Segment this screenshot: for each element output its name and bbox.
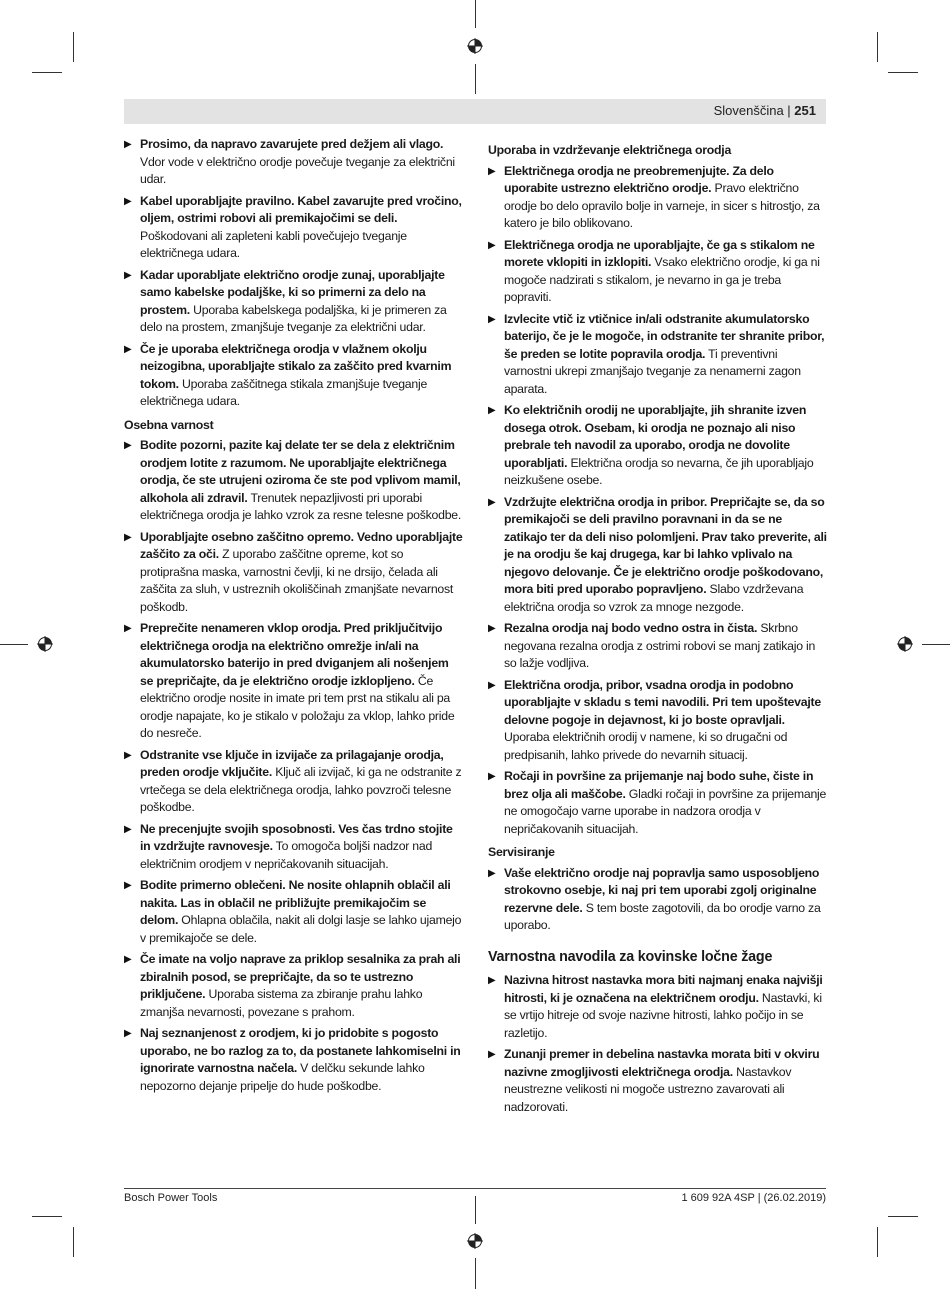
item-bold-text: Naj seznanjenost z orodjem, ki jo pridobite s pogosto uporabo, ne bo razlog za to, da postanete lahkomiselni in ignorirate varnostna načela. [140, 1026, 461, 1075]
item-body-text: V delčku sekunde lahko nepozorno dejanje pripelje do hude poškodbe. [140, 1061, 425, 1093]
item-bold-text: Električnega orodja ne preobremenjujte. Za delo uporabite ustrezno električno orodje. [504, 163, 774, 195]
arrow-right-icon: ▶ [488, 405, 496, 416]
list-item [488, 865, 828, 935]
arrow-right-icon: ▶ [124, 623, 132, 634]
item-bold-text: Električna orodja, pribor, vsadna orodja in podobno uporabljajte v skladu s temi navodili. Pri tem upoštevajte delovne pogoje in dejavnost, ki jo boste opravljali. [504, 677, 821, 727]
arrow-right-icon: ▶ [488, 165, 496, 177]
list-item [124, 136, 464, 189]
item-body-text: Uporaba zaščitnega stikala zmanjšuje tveganje električnega udara. [140, 376, 428, 408]
arrow-right-icon: ▶ [488, 975, 496, 986]
crop-mark [888, 72, 918, 73]
crop-mark [475, 64, 476, 94]
item-body-text: Ključ ali izvijač, ki ga ne odstranite z vrtečega se dela električnega orodja, lahko povzroči telesne poškodbe. [140, 765, 462, 814]
item-body-text: Vdor vode v električno orodje povečuje tveganje za električni udar. [140, 154, 455, 186]
list-item [124, 341, 464, 411]
crop-mark [922, 644, 950, 645]
item-bold-text: Če je uporaba električnega orodja v vlažnem okolju neizogibna, uporabljajte stikalo za zaščito pred kvarnim tokom. [140, 341, 452, 391]
arrow-right-icon: ▶ [488, 496, 496, 508]
item-bold-text: Prosimo, da napravo zavarujete pred dežjem ali vlago. [140, 137, 444, 151]
item-body-text: Z uporabo zaščitne opreme, kot so protiprašna maska, varnostni čevlji, ki ne drsijo, čelada ali zaščita za sluh, v ustreznih okoliščinah zmanjšate nevarnost poškodb. [140, 547, 454, 614]
item-bold-text: Kabel uporabljajte pravilno. Kabel zavarujte pred vročino, oljem, ostrimi robovi ali premikajočimi se deli. [140, 193, 462, 225]
item-body-text: Uporaba električnih orodij v namene, ki so drugačni od predpisanih, lahko privede do nevarnih situacij. [504, 730, 788, 762]
item-bold-text: Ko električnih orodij ne uporabljajte, jih shranite izven dosega otrok. Osebam, ki orodja ne poznajo ali niso prebrale teh navodil za uporabo, orodja ne dovolite uporabljati. [504, 403, 807, 470]
footer-brand: Bosch Power Tools [124, 1192, 218, 1204]
item-bold-text: Nazivna hitrost nastavka mora biti najmanj enaka najvišji hitrosti, ki je označena na električnem orodju. [504, 973, 823, 1005]
list-item [124, 620, 464, 743]
item-body-text: Ohlapna oblačila, nakit ali dolgi lasje se lahko ujamejo v premikajoče se dele. [140, 913, 462, 945]
right-column [488, 136, 828, 1120]
item-bold-text: Bodite primerno oblečeni. Ne nosite ohlapnih oblačil ali nakita. Las in oblačil ne približujte premikajočim se delom. [140, 878, 451, 927]
arrow-right-icon: ▶ [488, 867, 496, 879]
item-bold-text: Električnega orodja ne uporabljajte, če ga s stikalom ne morete vklopiti in izklopiti. [504, 237, 815, 269]
item-body-text: Ti preventivni varnostni ukrepi zmanjšajo tveganje za nenamerni zagon aparata. [504, 346, 801, 396]
list-item [488, 768, 828, 838]
list-item [124, 437, 464, 525]
crosshair-registration-icon [897, 636, 913, 652]
crop-mark [0, 644, 28, 645]
list-item [488, 163, 828, 233]
item-body-text: Slabo vzdrževana električna orodja so vzrok za mnoge nezgode. [504, 582, 804, 614]
crop-mark [475, 1258, 476, 1289]
footer-rule [124, 1188, 826, 1189]
footer-doc-number: 1 609 92A 4SP | (26.02.2019) [681, 1192, 826, 1204]
item-bold-text: Izvlecite vtič iz vtičnice in/ali odstranite akumulatorsko baterijo, če je le mogoče, in odstranite ter shranite pribor, še preden se lotite popravila orodja. [504, 311, 825, 361]
list-item [488, 1046, 828, 1116]
item-body-text: Uporaba kabelskega podaljška, ki je primeren za delo na prostem, zmanjšuje tveganje za električni udar. [140, 302, 447, 334]
crop-mark [32, 1216, 62, 1217]
list-item [488, 311, 828, 399]
list-item [488, 620, 828, 673]
item-body-text: Če električno orodje nosite in imate pri tem prst na stikalu ali pa orodje napajate, ko je stikalo v položaju za vklop, lahko pride do nesreče. [140, 673, 455, 740]
list-item [488, 494, 828, 617]
item-body-text: Pravo električno orodje bo delo opravilo bolje in varneje, in sicer s hitrostjo, za katero je bilo oblikovano. [504, 181, 820, 230]
arrow-right-icon: ▶ [488, 679, 496, 691]
arrow-right-icon: ▶ [124, 1028, 132, 1039]
list-item [488, 402, 828, 490]
list-item [124, 193, 464, 263]
list-item [124, 747, 464, 817]
arrow-right-icon: ▶ [124, 880, 132, 891]
section-heading: Uporaba in vzdrževanje električnega orodja [488, 143, 732, 157]
item-bold-text: Odstranite vse ključe in izvijače za prilagajanje orodja, preden orodje vključite. [140, 747, 444, 779]
item-bold-text: Rezalna orodja naj bodo vedno ostra in čista. [504, 621, 758, 635]
arrow-right-icon: ▶ [124, 749, 132, 761]
left-column [124, 136, 464, 1099]
arrow-right-icon: ▶ [124, 195, 132, 207]
page-header [124, 99, 826, 124]
arrow-right-icon: ▶ [488, 313, 496, 325]
crop-mark [73, 1227, 74, 1257]
chapter-heading: Varnostna navodila za kovinske ločne žage [488, 948, 773, 965]
crosshair-registration-icon [37, 636, 53, 652]
arrow-right-icon: ▶ [488, 623, 496, 634]
list-item [488, 237, 828, 307]
item-bold-text: Ne precenjujte svojih sposobnosti. Ves čas trdno stojite in vzdržujte ravnovesje. [140, 821, 453, 853]
item-body-text: To omogoča boljši nadzor nad električnim orodjem v nepričakovanih situacijah. [140, 839, 433, 871]
item-bold-text: Kadar uporabljate električno orodje zunaj, uporabljajte samo kabelske podaljške, ki so primerni za delo na prostem. [140, 267, 445, 317]
arrow-right-icon: ▶ [488, 1049, 496, 1060]
crop-mark [32, 72, 62, 73]
list-item [488, 972, 828, 1042]
list-item [488, 677, 828, 765]
item-bold-text: Vzdržujte električna orodja in pribor. Prepričajte se, da so premikajoči se deli pravilno poravnani in da se ne zatikajo ter da deli niso polomljeni. Prav tako preverite, ali je na orodju še kaj drugega, kar bi lahko vplivalo na njegovo delovanje. Če je električno orodje poškodovano, mora biti pred uporabo popravljeno. [504, 494, 827, 596]
header-text [714, 103, 816, 118]
item-bold-text: Zunanji premer in debelina nastavka morata biti v okviru nazivne zmogljivosti električnega orodja. [504, 1047, 820, 1079]
item-body-text: Poškodovani ali zapleteni kabli povečujejo tveganje električnega udara. [140, 228, 407, 260]
item-body-text: S tem boste zagotovili, da bo orodje varno za uporabo. [504, 900, 821, 932]
arrow-right-icon: ▶ [124, 531, 132, 543]
crop-mark [73, 32, 74, 62]
header-language: Slovenščina [713, 103, 784, 118]
item-body-text: Nastavki, ki se vrtijo hitreje od svoje nazivne hitrosti, lahko počijo in se razletijo. [504, 990, 822, 1040]
arrow-right-icon: ▶ [124, 954, 132, 965]
item-body-text: Trenutek nepazljivosti pri uporabi električnega orodja je lahko vzrok za resne telesne poškodbe. [140, 490, 462, 522]
item-bold-text: Če imate na voljo naprave za priklop sesalnika za prah ali zbiralnih posod, se prepričajte, da so te ustrezno priključene. [140, 952, 461, 1001]
list-item [124, 821, 464, 874]
section-heading: Osebna varnost [124, 417, 214, 432]
item-bold-text: Ročaji in površine za prijemanje naj bodo suhe, čiste in brez olja ali maščobe. [504, 769, 814, 801]
crop-mark [877, 1227, 878, 1257]
crop-mark [888, 1216, 918, 1217]
item-body-text: Nastavkov neustrezne velikosti ni mogoče ustrezno zavarovati ali nadzorovati. [504, 1064, 792, 1114]
item-bold-text: Bodite pozorni, pazite kaj delate ter se dela z električnim orodjem lotite z razumom. Ne uporabljajte električnega orodja, če ste utrujeni oziroma če ste pod vplivom mamil, alkohola ali zdravil. [140, 438, 461, 505]
crosshair-registration-icon [467, 38, 483, 54]
crosshair-registration-icon [467, 1233, 483, 1249]
item-bold-text: Preprečite nenameren vklop orodja. Pred priključitvijo električnega orodja na električno omrežje in/ali na akumulatorsko baterijo in pred dviganjem ali nošenjem se prepričajte, da je električno orodje izklopljeno. [140, 621, 449, 688]
page-number: 251 [794, 103, 816, 118]
item-body-text: Skrbno negovana rezalna orodja z ostrimi robovi se manj zatikajo in so lažje vodljiva. [504, 621, 816, 670]
item-bold-text: Vaše električno orodje naj popravlja samo usposobljeno strokovno osebje, ki naj pri tem uporabi zgolj originalne rezervne dele. [504, 865, 820, 915]
list-item [124, 529, 464, 617]
list-item [124, 877, 464, 947]
crop-mark [475, 0, 476, 28]
list-item [124, 1025, 464, 1095]
section-heading: Servisiranje [488, 845, 555, 859]
arrow-right-icon: ▶ [488, 239, 496, 251]
arrow-right-icon: ▶ [124, 440, 132, 451]
arrow-right-icon: ▶ [124, 139, 132, 150]
item-body-text: Gladki ročaji in površine za prijemanje ne omogočajo varne uporabe in nadzora orodja v nepričakovanih situacijah. [504, 786, 827, 836]
item-body-text: Električna orodja so nevarna, če jih uporabljajo neizkušene osebe. [504, 455, 814, 487]
crop-mark [475, 1196, 476, 1224]
arrow-right-icon: ▶ [124, 823, 132, 835]
arrow-right-icon: ▶ [124, 343, 132, 355]
crop-mark [877, 32, 878, 62]
arrow-right-icon: ▶ [488, 771, 496, 782]
list-item [124, 951, 464, 1021]
list-item [124, 267, 464, 337]
arrow-right-icon: ▶ [124, 269, 132, 281]
item-body-text: Vsako električno orodje, ki ga ni mogoče nadzirati s stikalom, je nevarno in ga je treba popraviti. [504, 255, 820, 304]
item-body-text: Uporaba sistema za zbiranje prahu lahko zmanjša nevarnosti, povezane s prahom. [140, 987, 423, 1019]
item-bold-text: Uporabljajte osebno zaščitno opremo. Vedno uporabljajte zaščito za oči. [140, 529, 463, 561]
header-separator: | [783, 103, 795, 118]
